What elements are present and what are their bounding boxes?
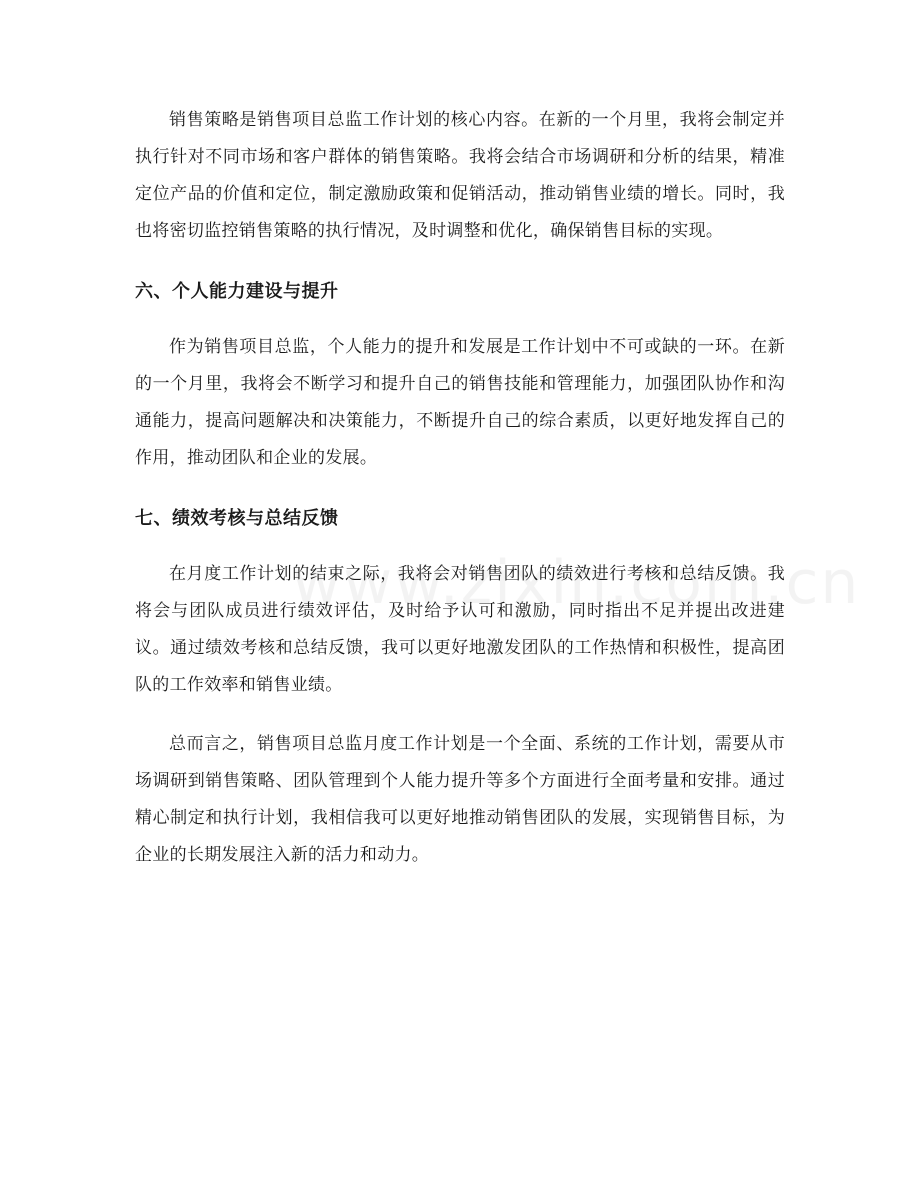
heading-section-seven: 七、绩效考核与总结反馈: [135, 508, 339, 529]
paragraph-conclusion: 总而言之，销售项目总监月度工作计划是一个全面、系统的工作计划，需要从市场调研到销售策略、团队管理到个人能力提升等多个方面进行全面考量和安排。通过精心制定和执行计划，我相信我可以更好地推动销售团队的发展，实现销售目标，为企业的长期发展注入新的活力和动力。: [135, 734, 785, 865]
paragraph-personal-ability: 作为销售项目总监，个人能力的提升和发展是工作计划中不可或缺的一环。在新的一个月里，我将会不断学习和提升自己的销售技能和管理能力，加强团队协作和沟通能力，提高问题解决和决策能力，不断提升自己的综合素质，以更好地发挥自己的作用，推动团队和企业的发展。: [135, 337, 785, 468]
paragraph-performance-review: 在月度工作计划的结束之际，我将会对销售团队的绩效进行考核和总结反馈。我将会与团队成员进行绩效评估，及时给予认可和激励，同时指出不足并提出改进建议。通过绩效考核和总结反馈，我可以更好地激发团队的工作热情和积极性，提高团队的工作效率和销售业绩。: [135, 564, 785, 695]
heading-section-six: 六、个人能力建设与提升: [135, 281, 339, 302]
document-body: [135, 102, 785, 874]
paragraph-sales-strategy: 销售策略是销售项目总监工作计划的核心内容。在新的一个月里，我将会制定并执行针对不同市场和客户群体的销售策略。我将会结合市场调研和分析的结果，精准定位产品的价值和定位，制定激励政策和促销活动，推动销售业绩的增长。同时，我也将密切监控销售策略的执行情况，及时调整和优化，确保销售目标的实现。: [135, 110, 785, 241]
